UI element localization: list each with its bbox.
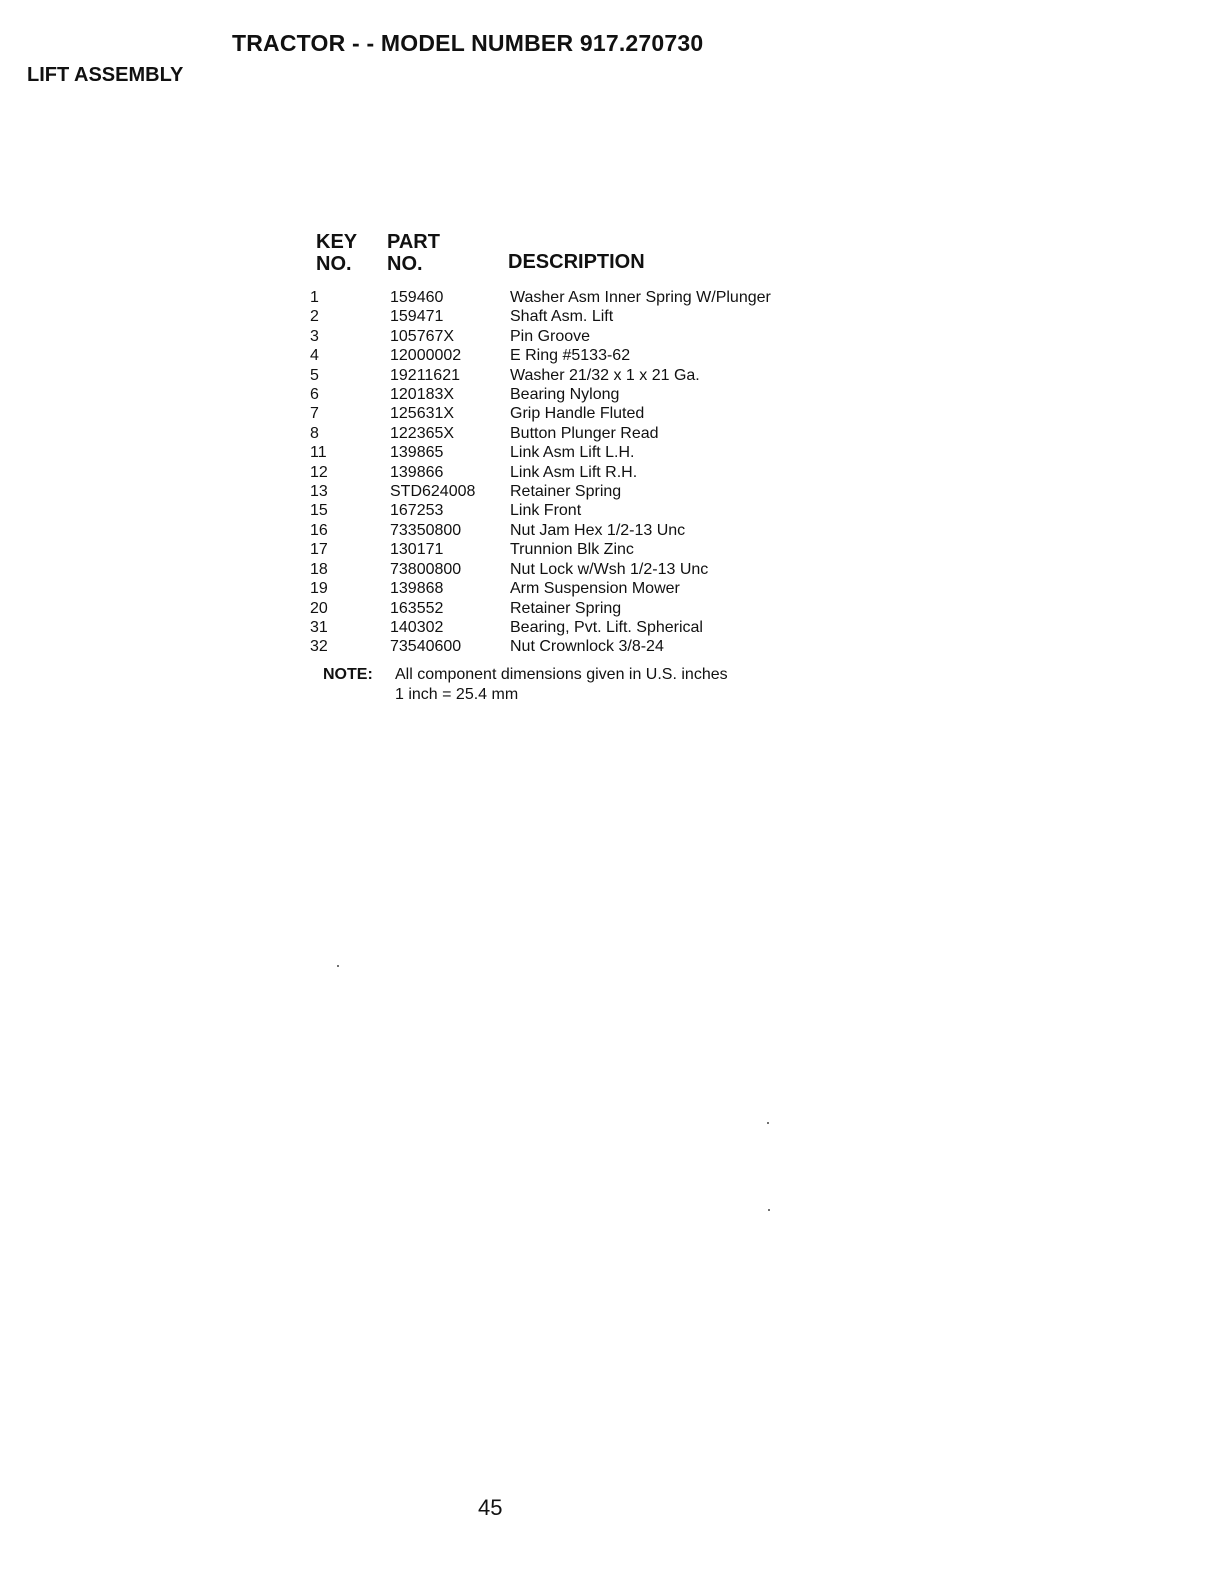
description-cell: Arm Suspension Mower xyxy=(510,580,680,598)
description-column-header: DESCRIPTION xyxy=(508,251,645,273)
part-no-cell: 12000002 xyxy=(390,347,462,365)
key-no-cell: 8 xyxy=(310,424,319,442)
part-no-column-header xyxy=(387,231,440,275)
table-row xyxy=(310,404,830,423)
key-no-column-header xyxy=(316,231,357,275)
key-no-cell: 6 xyxy=(310,386,319,404)
description-cell: Button Plunger Read xyxy=(510,424,659,442)
part-header-line1: PART xyxy=(387,231,440,253)
page-number: 45 xyxy=(478,1495,503,1520)
table-row xyxy=(310,385,830,404)
part-no-cell: 120183X xyxy=(390,386,455,404)
scan-speck xyxy=(768,1209,770,1211)
table-row xyxy=(310,599,830,618)
table-row xyxy=(310,579,830,598)
part-no-cell: 125631X xyxy=(390,405,455,423)
note-line1 xyxy=(323,665,728,685)
part-no-cell: 167253 xyxy=(390,502,444,520)
key-no-cell: 7 xyxy=(310,405,319,423)
part-no-cell: 163552 xyxy=(390,599,444,617)
page-title: TRACTOR - - MODEL NUMBER 917.270730 xyxy=(232,30,704,56)
note-label: NOTE: xyxy=(323,666,373,683)
description-cell: Washer Asm Inner Spring W/Plunger xyxy=(510,289,771,306)
part-no-cell: 130171 xyxy=(390,541,444,559)
description-cell: Pin Groove xyxy=(510,327,591,345)
key-no-cell: 32 xyxy=(310,638,328,656)
key-no-cell: 5 xyxy=(310,366,319,384)
note-text: All component dimensions given in U.S. inches xyxy=(395,666,728,683)
key-no-cell: 15 xyxy=(310,502,328,520)
description-cell: Link Asm Lift R.H. xyxy=(510,463,638,481)
description-cell: Shaft Asm. Lift xyxy=(510,308,614,326)
part-no-cell: 73350800 xyxy=(390,521,462,539)
part-no-cell: 159460 xyxy=(390,289,444,306)
description-cell: Bearing Nylong xyxy=(510,386,620,404)
section-title: LIFT ASSEMBLY xyxy=(27,64,184,86)
part-no-cell: 139868 xyxy=(390,580,444,598)
description-cell: Trunnion Blk Zinc xyxy=(510,541,634,559)
table-row xyxy=(310,560,830,579)
part-no-cell: 140302 xyxy=(390,618,444,636)
table-row xyxy=(310,307,830,326)
part-header-line2: NO. xyxy=(387,253,423,275)
key-no-cell: 4 xyxy=(310,347,319,365)
scan-speck xyxy=(337,965,339,967)
part-no-cell: 19211621 xyxy=(390,366,460,384)
key-header-line1: KEY xyxy=(316,231,358,253)
description-cell: Nut Lock w/Wsh 1/2-13 Unc xyxy=(510,560,709,578)
table-row xyxy=(310,443,830,462)
parts-list xyxy=(310,288,830,657)
key-no-cell: 31 xyxy=(310,618,328,636)
key-no-cell: 3 xyxy=(310,327,319,345)
key-no-cell: 12 xyxy=(310,463,328,481)
part-no-cell: 105767X xyxy=(390,327,455,345)
description-cell: Bearing, Pvt. Lift. Spherical xyxy=(510,618,703,636)
table-row xyxy=(310,540,830,559)
table-row xyxy=(310,463,830,482)
part-no-cell: 159471 xyxy=(390,308,444,326)
table-row xyxy=(310,482,830,501)
key-no-cell: 13 xyxy=(310,483,328,501)
note xyxy=(323,665,728,705)
description-cell: Retainer Spring xyxy=(510,483,622,501)
scan-speck xyxy=(767,1122,769,1124)
description-cell: Grip Handle Fluted xyxy=(510,405,645,423)
key-no-cell: 2 xyxy=(310,308,319,326)
note-line2: 1 inch = 25.4 mm xyxy=(395,686,519,703)
table-row xyxy=(310,501,830,520)
table-row xyxy=(310,521,830,540)
key-no-cell: 20 xyxy=(310,599,328,617)
description-cell: Washer 21/32 x 1 x 21 Ga. xyxy=(510,366,700,384)
key-no-cell: 11 xyxy=(310,444,327,462)
table-row xyxy=(310,366,830,385)
table-row xyxy=(310,346,830,365)
table-row xyxy=(310,327,830,346)
description-cell: Link Asm Lift L.H. xyxy=(510,444,635,462)
description-cell: Link Front xyxy=(510,502,582,520)
key-no-cell: 16 xyxy=(310,521,328,539)
key-no-cell: 18 xyxy=(310,560,328,578)
description-cell: Retainer Spring xyxy=(510,599,622,617)
table-row xyxy=(310,618,830,637)
key-no-cell: 1 xyxy=(310,289,319,306)
part-no-cell: 139866 xyxy=(390,463,444,481)
description-cell: Nut Jam Hex 1/2-13 Unc xyxy=(510,521,686,539)
part-no-cell: 122365X xyxy=(390,424,455,442)
part-no-cell: 73540600 xyxy=(390,638,462,656)
table-row xyxy=(310,637,830,656)
part-no-cell: STD624008 xyxy=(390,483,476,501)
description-cell: E Ring #5133-62 xyxy=(510,347,631,365)
table-row xyxy=(310,288,830,307)
key-header-line2: NO. xyxy=(316,253,352,275)
part-no-cell: 139865 xyxy=(390,444,444,462)
description-cell: Nut Crownlock 3/8-24 xyxy=(510,638,664,656)
key-no-cell: 19 xyxy=(310,580,328,598)
table-row xyxy=(310,424,830,443)
key-no-cell: 17 xyxy=(310,541,328,559)
part-no-cell: 73800800 xyxy=(390,560,462,578)
